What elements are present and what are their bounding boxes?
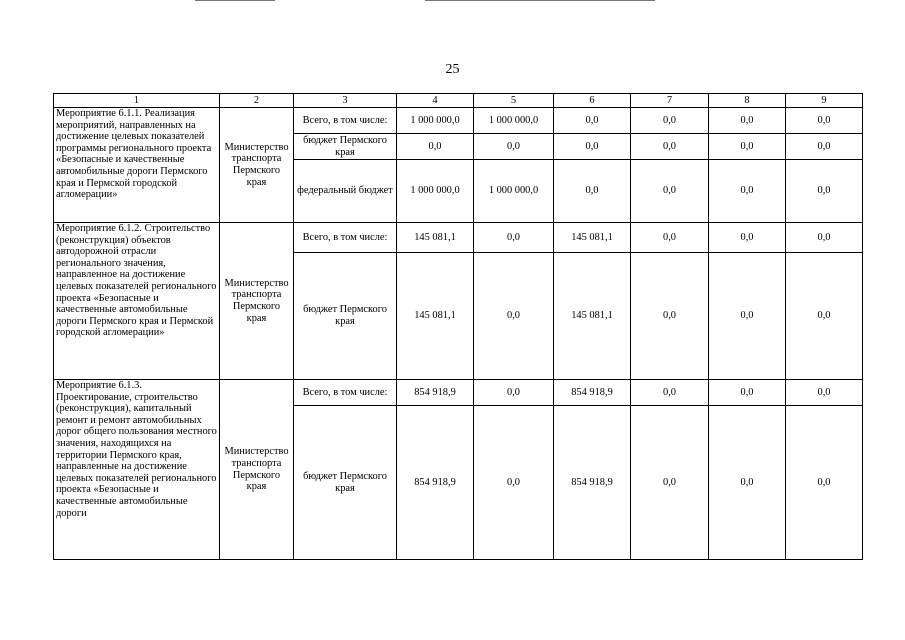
amount-cell: 1 000 000,0 [397, 160, 474, 223]
amount-cell: 0,0 [631, 253, 709, 380]
amount-cell: 854 918,9 [554, 380, 631, 406]
amount-cell: 0,0 [631, 134, 709, 160]
amount-cell: 854 918,9 [554, 406, 631, 560]
header-cell: 6 [554, 94, 631, 108]
amount-cell: 1 000 000,0 [474, 160, 554, 223]
amount-cell: 0,0 [474, 223, 554, 253]
amount-cell: 0,0 [397, 134, 474, 160]
amount-cell: 0,0 [786, 108, 863, 134]
header-cell: 1 [54, 94, 220, 108]
amount-cell: 0,0 [709, 160, 786, 223]
amount-cell: 0,0 [474, 134, 554, 160]
ministry-cell: Министерство транспорта Пермского края [220, 223, 294, 380]
amount-cell: 145 081,1 [554, 253, 631, 380]
amount-cell: 0,0 [709, 223, 786, 253]
header-cell: 5 [474, 94, 554, 108]
activity-description: Мероприятие 6.1.2. Строительство (реконструкция) объектов автодорожной отрасли регионального значения, направленное на достижение целевых показателей регионального проекта «Безопасные и качественные автомобильные дороги Пермского края и Пермской городской агломерации» [54, 223, 220, 380]
amount-cell: 0,0 [554, 160, 631, 223]
table-row [54, 223, 863, 253]
amount-cell: 0,0 [786, 160, 863, 223]
header-cell: 2 [220, 94, 294, 108]
funding-source-cell: Всего, в том числе: [294, 223, 397, 253]
funding-source-cell: федеральный бюджет [294, 160, 397, 223]
table-row [54, 108, 863, 134]
funding-source-cell: бюджет Пермского края [294, 134, 397, 160]
funding-source-cell: Всего, в том числе: [294, 108, 397, 134]
amount-cell: 0,0 [786, 223, 863, 253]
amount-cell: 0,0 [631, 406, 709, 560]
amount-cell: 0,0 [709, 406, 786, 560]
amount-cell: 854 918,9 [397, 380, 474, 406]
header-row [54, 94, 863, 108]
header-cell: 7 [631, 94, 709, 108]
amount-cell: 1 000 000,0 [397, 108, 474, 134]
funding-source-cell: бюджет Пермского края [294, 253, 397, 380]
amount-cell: 854 918,9 [397, 406, 474, 560]
amount-cell: 0,0 [786, 134, 863, 160]
amount-cell: 0,0 [554, 134, 631, 160]
ministry-cell: Министерство транспорта Пермского края [220, 380, 294, 560]
scan-edge-line [195, 0, 275, 1]
header-cell: 4 [397, 94, 474, 108]
amount-cell: 0,0 [474, 380, 554, 406]
activity-description: Мероприятие 6.1.3. Проектирование, строительство (реконструкция), капитальный ремонт и ремонт автомобильных дорог общего пользования местного значения, находящихся на территории Пермского края, направленные на достижение целевых показателей регионального проекта «Безопасные и качественные автомобильные дороги [54, 380, 220, 560]
amount-cell: 1 000 000,0 [474, 108, 554, 134]
amount-cell: 0,0 [786, 406, 863, 560]
header-cell: 8 [709, 94, 786, 108]
amount-cell: 0,0 [474, 253, 554, 380]
amount-cell: 145 081,1 [554, 223, 631, 253]
page-number: 25 [445, 62, 460, 77]
amount-cell: 0,0 [631, 223, 709, 253]
amount-cell: 0,0 [709, 108, 786, 134]
amount-cell: 0,0 [631, 160, 709, 223]
amount-cell: 145 081,1 [397, 253, 474, 380]
ministry-cell: Министерство транспорта Пермского края [220, 108, 294, 223]
funding-source-cell: бюджет Пермского края [294, 406, 397, 560]
amount-cell: 0,0 [474, 406, 554, 560]
header-cell: 9 [786, 94, 863, 108]
amount-cell: 145 081,1 [397, 223, 474, 253]
amount-cell: 0,0 [631, 380, 709, 406]
table-row [54, 380, 863, 406]
budget-table [53, 93, 863, 560]
amount-cell: 0,0 [786, 380, 863, 406]
amount-cell: 0,0 [709, 380, 786, 406]
funding-source-cell: Всего, в том числе: [294, 380, 397, 406]
header-cell: 3 [294, 94, 397, 108]
amount-cell: 0,0 [709, 134, 786, 160]
amount-cell: 0,0 [554, 108, 631, 134]
amount-cell: 0,0 [709, 253, 786, 380]
scan-edge-line [425, 0, 655, 1]
amount-cell: 0,0 [631, 108, 709, 134]
amount-cell: 0,0 [786, 253, 863, 380]
activity-description: Мероприятие 6.1.1. Реализация мероприятий, направленных на достижение целевых показателей программы регионального проекта «Безопасные и качественные автомобильные дороги Пермского края и Пермской городской агломерации» [54, 108, 220, 223]
